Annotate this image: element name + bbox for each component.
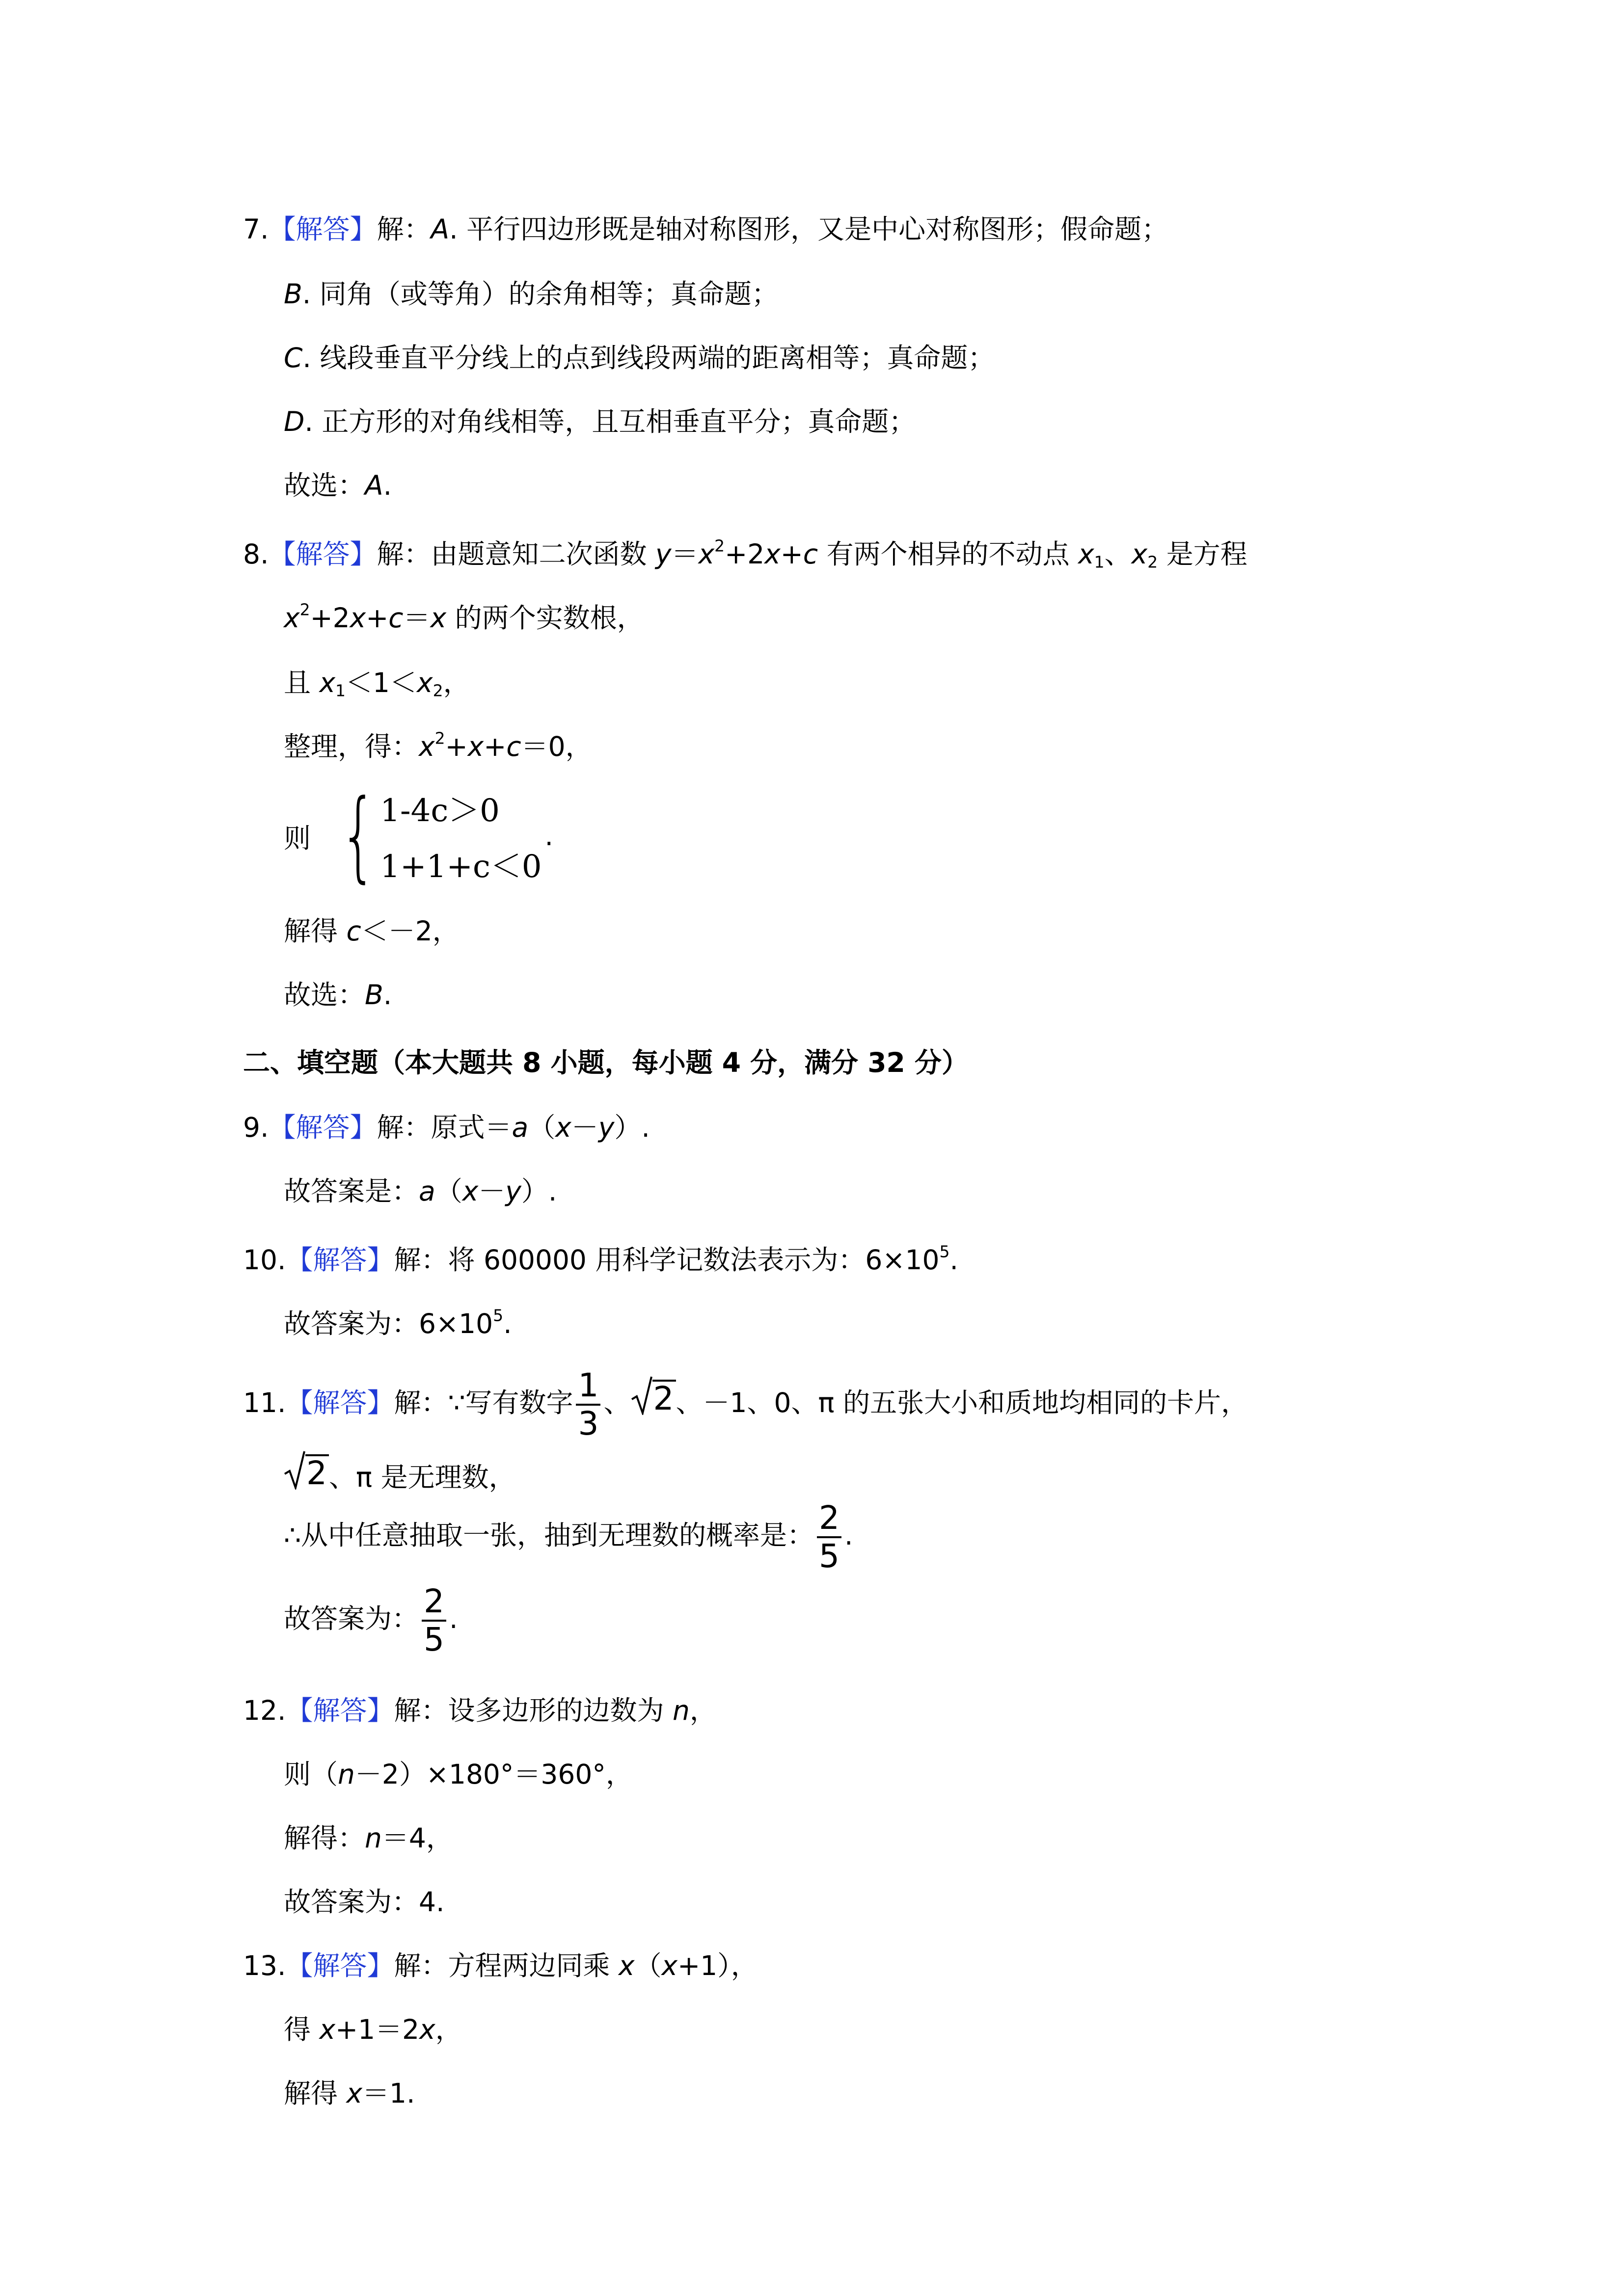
subscript: 1: [1094, 552, 1105, 572]
var-x: x: [350, 602, 366, 634]
subscript: 2: [1147, 552, 1158, 572]
var-y: y: [505, 1175, 521, 1207]
q8-text: 且: [284, 667, 320, 698]
q9-lead: 解：原式＝: [377, 1112, 512, 1143]
plus: +: [484, 731, 507, 762]
var-x: x: [284, 602, 300, 634]
var-c: c: [803, 538, 818, 570]
var-x: x: [419, 2014, 435, 2045]
q7-line-c: [284, 342, 995, 374]
plus: +: [780, 538, 803, 570]
q7-choice: [284, 472, 392, 499]
q8-text: 的两个实数根，: [446, 602, 644, 634]
q9-answer-prefix: 故答案是：: [284, 1175, 419, 1207]
q8-lead: 解：由题意知二次函数: [377, 538, 655, 570]
q12-line-1: [243, 1697, 717, 1724]
paren: ）.: [521, 1175, 557, 1207]
term: +2: [725, 538, 765, 570]
answer-tag: 【解答】: [286, 1950, 394, 1981]
q7-line-1: [243, 216, 1168, 243]
q7-choice-end: .: [383, 470, 392, 501]
q7-line-b: [284, 278, 779, 310]
q12-text: －2）×180°＝360°，: [354, 1759, 633, 1790]
fraction-numerator: 2: [422, 1585, 446, 1622]
comma: ，: [443, 667, 470, 698]
q11-lead: 解：∵写有数字: [394, 1387, 573, 1419]
var-n: n: [672, 1695, 690, 1726]
system-row-1: 1-4c＞0: [380, 793, 500, 829]
radicand: 2: [652, 1380, 676, 1415]
q7-option-c-text: . 线段垂直平分线上的点到线段两端的距离相等；真命题；: [302, 342, 995, 374]
fraction-two-fifths: [817, 1499, 841, 1575]
exponent: 2: [299, 600, 310, 619]
equals: ＝: [671, 538, 699, 570]
exponent: 5: [493, 1306, 504, 1325]
answer-tag: 【解答】: [286, 1244, 394, 1276]
comma: ，: [689, 1695, 717, 1726]
var-x: x: [430, 602, 447, 634]
q10-line-1: [243, 1242, 958, 1276]
var-x: x: [462, 1175, 479, 1207]
q8-number: 8.: [243, 538, 269, 570]
var-c: c: [346, 915, 361, 947]
q9-number: 9.: [243, 1112, 269, 1143]
q7-option-d-text: . 正方形的对角线相等，且互相垂直平分；真命题；: [304, 406, 916, 437]
fraction-two-fifths: [422, 1582, 446, 1658]
q12-lead: 解：设多边形的边数为: [394, 1695, 673, 1726]
q9-line-1: [243, 1114, 650, 1141]
var-x: x: [764, 538, 781, 570]
q7-option-d-label: D: [284, 406, 305, 437]
q11-number: 11.: [243, 1387, 286, 1419]
q10-answer-text: 故答案为：6×10: [284, 1308, 493, 1339]
var-x: x: [419, 731, 435, 762]
var-n: n: [338, 1759, 355, 1790]
term: +2: [310, 602, 350, 634]
radicand: 2: [305, 1454, 329, 1490]
paren: （: [634, 1950, 662, 1981]
q8-choice-end: .: [383, 979, 392, 1011]
q12-answer: 故答案为：4.: [284, 1886, 445, 1918]
radical-sign-icon: [631, 1376, 652, 1415]
exponent: 5: [939, 1242, 950, 1261]
q11-text: 、π 是无理数，: [329, 1462, 516, 1493]
q7-choice-value: A: [365, 470, 383, 501]
q13-number: 13.: [243, 1950, 286, 1981]
q8-result: ＜－2，: [361, 915, 460, 947]
fraction-denominator: 5: [424, 1621, 445, 1658]
q8-text: 解得: [284, 915, 347, 947]
separator: 、: [603, 1387, 631, 1419]
var-x: x: [698, 538, 715, 570]
var-x: x: [319, 667, 336, 698]
q8-choice-prefix: 故选：: [284, 979, 365, 1011]
period: .: [449, 1603, 458, 1635]
q11-answer-prefix: 故答案为：: [284, 1603, 419, 1635]
var-x: x: [555, 1112, 571, 1143]
exponent: 2: [714, 536, 725, 556]
q8-line-4: [284, 728, 593, 762]
var-x: x: [346, 2078, 363, 2109]
q10-answer: [284, 1306, 512, 1339]
term: +1）: [677, 1950, 731, 1981]
plus: +: [445, 731, 468, 762]
var-x: x: [661, 1950, 678, 1981]
system-rows: [380, 785, 541, 886]
var-a: a: [512, 1112, 529, 1143]
var-x: x: [417, 667, 433, 698]
q12-text: 解得：: [284, 1822, 365, 1854]
q13-result: ＝1.: [362, 2078, 415, 2109]
q7-option-a-text: . 平行四边形既是轴对称图形，又是中心对称图形；假命题；: [449, 214, 1169, 245]
var-c: c: [388, 602, 404, 634]
q8-then: 则: [284, 822, 311, 854]
q13-line-1: [243, 1952, 758, 1979]
var-c: c: [506, 731, 521, 762]
fraction-numerator: 2: [817, 1502, 841, 1538]
q7-option-b-text: . 同角（或等角）的余角相等；真命题；: [302, 278, 779, 310]
q8-line-3: [284, 667, 470, 700]
q8-text: 整理，得：: [284, 731, 419, 762]
section-title: 二、填空题（本大题共 8 小题，每小题 4 分，满分 32 分）: [243, 1047, 969, 1078]
equation: +1＝2: [335, 2014, 420, 2045]
q12-line-3: [284, 1822, 453, 1854]
minus: －: [478, 1175, 506, 1207]
inequality: ＜1＜: [346, 667, 417, 698]
q7-choice-prefix: 故选：: [284, 470, 365, 501]
answer-tag: 【解答】: [286, 1695, 394, 1726]
q7-lead: 解：: [377, 214, 431, 245]
q8-text: 有两个相异的不动点: [818, 538, 1079, 570]
var-x: x: [618, 1950, 635, 1981]
period: .: [844, 1520, 853, 1551]
left-brace-icon: {: [339, 778, 378, 893]
paren: （: [528, 1112, 556, 1143]
paren: ）.: [614, 1112, 650, 1143]
q11-answer: [284, 1582, 458, 1658]
q11-line-1: [243, 1366, 1248, 1442]
var-a: a: [419, 1175, 435, 1207]
paren: （: [435, 1175, 462, 1207]
var-y: y: [655, 538, 672, 570]
plus: +: [366, 602, 389, 634]
equals-zero: ＝0，: [521, 731, 593, 762]
fraction-denominator: 5: [819, 1537, 839, 1575]
comma: ，: [731, 1950, 758, 1981]
comma: ，: [435, 2014, 462, 2045]
q11-text: 、－1、0、π 的五张大小和质地均相同的卡片，: [676, 1387, 1248, 1419]
answer-tag: 【解答】: [286, 1387, 394, 1419]
q7-line-d: [284, 408, 916, 435]
q11-text: ∴从中任意抽取一张，抽到无理数的概率是：: [284, 1520, 814, 1551]
q13-text: 解得: [284, 2078, 347, 2109]
sqrt-two: [631, 1376, 676, 1418]
var-y: y: [598, 1112, 615, 1143]
q12-line-2: [284, 1761, 633, 1788]
q8-choice-value: B: [365, 979, 383, 1011]
answer-tag: 【解答】: [269, 538, 377, 570]
fraction-numerator: 1: [576, 1369, 600, 1406]
var-n: n: [365, 1822, 382, 1854]
sqrt-two: [284, 1450, 329, 1490]
fraction-one-third: [576, 1366, 600, 1442]
q8-choice: [284, 979, 392, 1011]
period: .: [949, 1244, 958, 1276]
var-x: x: [467, 731, 484, 762]
subscript: 1: [335, 681, 346, 700]
q7-option-c-label: C: [284, 342, 303, 374]
answer-tag: 【解答】: [269, 214, 377, 245]
equals: ＝: [403, 602, 431, 634]
q7-option-a-label: A: [431, 214, 450, 245]
q12-text: ＝4，: [381, 1822, 453, 1854]
fraction-denominator: 3: [578, 1405, 599, 1442]
q8-line-6: [284, 915, 460, 947]
q7-number: 7.: [243, 214, 269, 245]
answer-tag: 【解答】: [269, 1112, 377, 1143]
q13-line-2: [284, 2016, 462, 2043]
q13-text: 得: [284, 2014, 320, 2045]
q12-number: 12.: [243, 1695, 286, 1726]
q8-text: 是方程: [1158, 538, 1247, 570]
separator: 、: [1104, 538, 1132, 570]
period: .: [503, 1308, 512, 1339]
exponent: 2: [434, 728, 445, 748]
q9-answer: [284, 1175, 557, 1207]
radical-sign-icon: [284, 1450, 305, 1490]
q8-line-1: [243, 536, 1247, 572]
q8-inequality-system: [284, 778, 553, 893]
q7-option-b-label: B: [284, 278, 302, 310]
q10-number: 10.: [243, 1244, 286, 1276]
q8-line-2: [284, 600, 644, 634]
var-x: x: [1131, 538, 1148, 570]
q12-text: 则（: [284, 1759, 338, 1790]
q11-line-3: [284, 1499, 853, 1575]
period: .: [544, 820, 553, 852]
minus: －: [571, 1112, 598, 1143]
q10-text: 解：将 600000 用科学记数法表示为：6×10: [394, 1244, 940, 1276]
q11-line-2: [284, 1450, 516, 1491]
var-x: x: [1078, 538, 1094, 570]
q13-line-3: [284, 2080, 415, 2107]
var-x: x: [319, 2014, 336, 2045]
system-row-2: 1+1+c＜0: [380, 849, 542, 885]
subscript: 2: [433, 681, 443, 700]
q13-lead: 解：方程两边同乘: [394, 1950, 619, 1981]
